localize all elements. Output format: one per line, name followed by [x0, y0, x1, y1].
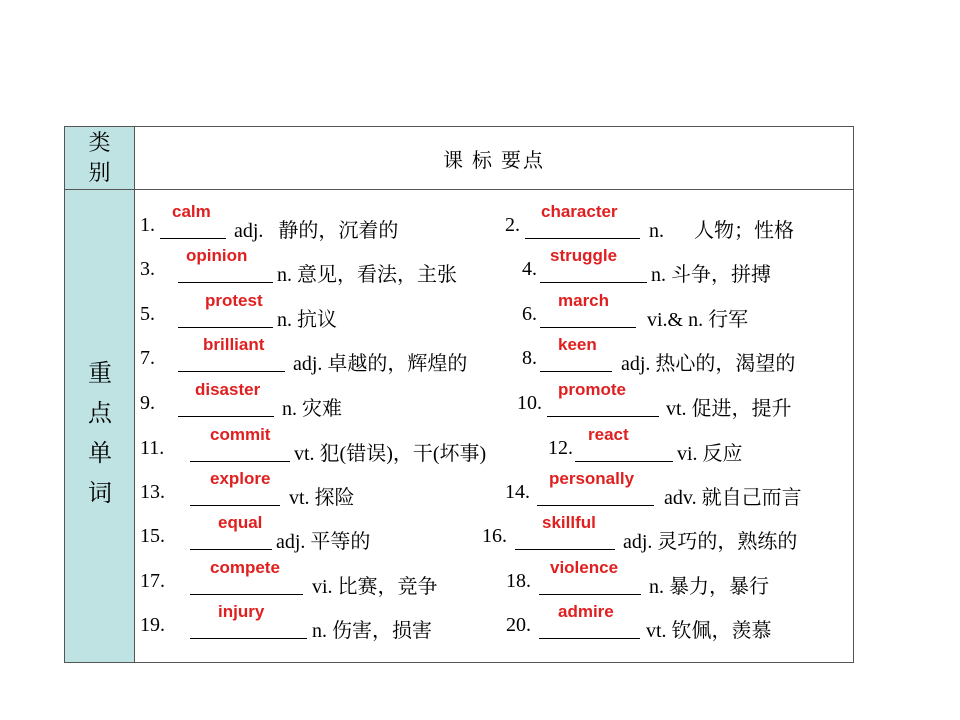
- answer-blank[interactable]: [190, 461, 290, 462]
- item-number: 11.: [140, 437, 165, 459]
- item-number: 3.: [140, 258, 155, 280]
- answer-word: character: [541, 202, 618, 221]
- answer-word: commit: [210, 425, 271, 444]
- item-definition: n. 暴力，暴行: [649, 576, 769, 598]
- answer-word: react: [588, 425, 629, 444]
- item-definition: adj. 静的，沉着的: [234, 220, 399, 242]
- answer-word: equal: [218, 513, 263, 532]
- answer-blank[interactable]: [540, 371, 612, 372]
- header-content-text: 课 标 要点: [443, 149, 545, 172]
- item-definition: n. 灾难: [282, 398, 342, 420]
- answer-blank[interactable]: [537, 505, 654, 506]
- item-number: 5.: [140, 303, 155, 325]
- item-number: 4.: [522, 258, 537, 280]
- item-number: 2.: [505, 214, 520, 236]
- item-number: 20.: [506, 614, 531, 636]
- item-definition: vi.& n. 行军: [647, 309, 749, 331]
- answer-word: compete: [210, 558, 280, 577]
- answer-blank[interactable]: [190, 594, 303, 595]
- answer-word: protest: [205, 291, 263, 310]
- answer-blank[interactable]: [178, 327, 273, 328]
- item-definition: vi. 比赛，竞争: [312, 576, 438, 598]
- answer-word: injury: [218, 602, 265, 621]
- item-number: 1.: [140, 214, 155, 236]
- item-definition: vt. 探险: [289, 487, 355, 509]
- answer-word: admire: [558, 602, 614, 621]
- section-label-char: 点: [88, 401, 112, 427]
- answer-blank[interactable]: [178, 371, 285, 372]
- answer-word: promote: [558, 380, 626, 399]
- item-definition: vt. 钦佩，羡慕: [646, 620, 772, 642]
- item-number: 8.: [522, 347, 537, 369]
- answer-word: opinion: [186, 246, 248, 265]
- section-label-char: 词: [88, 481, 112, 507]
- answer-word: calm: [172, 202, 211, 221]
- answer-blank[interactable]: [178, 282, 273, 283]
- item-number: 14.: [505, 481, 530, 503]
- answer-word: explore: [210, 469, 271, 488]
- answer-word: personally: [549, 469, 635, 488]
- item-number: 10.: [517, 392, 542, 414]
- answer-blank[interactable]: [539, 594, 641, 595]
- answer-blank[interactable]: [540, 327, 636, 328]
- answer-word: violence: [550, 558, 619, 577]
- answer-word: disaster: [195, 380, 261, 399]
- item-definition: n. 人物；性格: [649, 220, 794, 242]
- item-definition: vt. 促进，提升: [666, 398, 792, 420]
- answer-blank[interactable]: [160, 238, 226, 239]
- item-number: 9.: [140, 392, 155, 414]
- answer-blank[interactable]: [178, 416, 274, 417]
- item-definition: n. 意见，看法，主张: [277, 264, 457, 286]
- answer-blank[interactable]: [575, 461, 673, 462]
- item-definition: adj. 平等的: [276, 531, 371, 553]
- item-definition: n. 斗争，拼搏: [651, 264, 771, 286]
- answer-blank[interactable]: [525, 238, 640, 239]
- header-content-cell: [135, 127, 853, 190]
- answer-word: march: [558, 291, 610, 310]
- header-category-cell: [65, 127, 135, 190]
- item-definition: adj. 灵巧的，熟练的: [623, 531, 798, 553]
- item-number: 12.: [548, 437, 573, 459]
- section-label-char: 单: [88, 441, 112, 467]
- item-number: 7.: [140, 347, 155, 369]
- section-label-char: 重: [88, 361, 112, 387]
- answer-word: brilliant: [203, 335, 265, 354]
- answer-blank[interactable]: [539, 638, 640, 639]
- header-category-char: 类: [88, 130, 111, 155]
- item-number: 18.: [506, 570, 531, 592]
- item-number: 19.: [140, 614, 165, 636]
- header-category-char: 别: [88, 160, 111, 185]
- item-number: 15.: [140, 525, 165, 547]
- item-definition: n. 伤害，损害: [312, 620, 432, 642]
- section-label-cell: [65, 190, 135, 662]
- item-definition: adj. 卓越的，辉煌的: [293, 353, 468, 375]
- answer-blank[interactable]: [190, 549, 272, 550]
- answer-blank[interactable]: [540, 282, 647, 283]
- answer-word: struggle: [550, 246, 618, 265]
- answer-word: skillful: [542, 513, 596, 532]
- item-definition: adj. 热心的，渴望的: [621, 353, 796, 375]
- item-number: 13.: [140, 481, 165, 503]
- answer-blank[interactable]: [190, 638, 307, 639]
- answer-word: keen: [558, 335, 597, 354]
- answer-blank[interactable]: [547, 416, 659, 417]
- item-definition: n. 抗议: [277, 309, 337, 331]
- item-definition: vi. 反应: [677, 443, 743, 465]
- item-definition: adv. 就自己而言: [664, 487, 802, 509]
- answer-blank[interactable]: [190, 505, 280, 506]
- answer-blank[interactable]: [515, 549, 615, 550]
- item-number: 17.: [140, 570, 165, 592]
- item-number: 6.: [522, 303, 537, 325]
- item-number: 16.: [482, 525, 507, 547]
- item-definition: vt. 犯(错误)，干(坏事): [294, 443, 487, 465]
